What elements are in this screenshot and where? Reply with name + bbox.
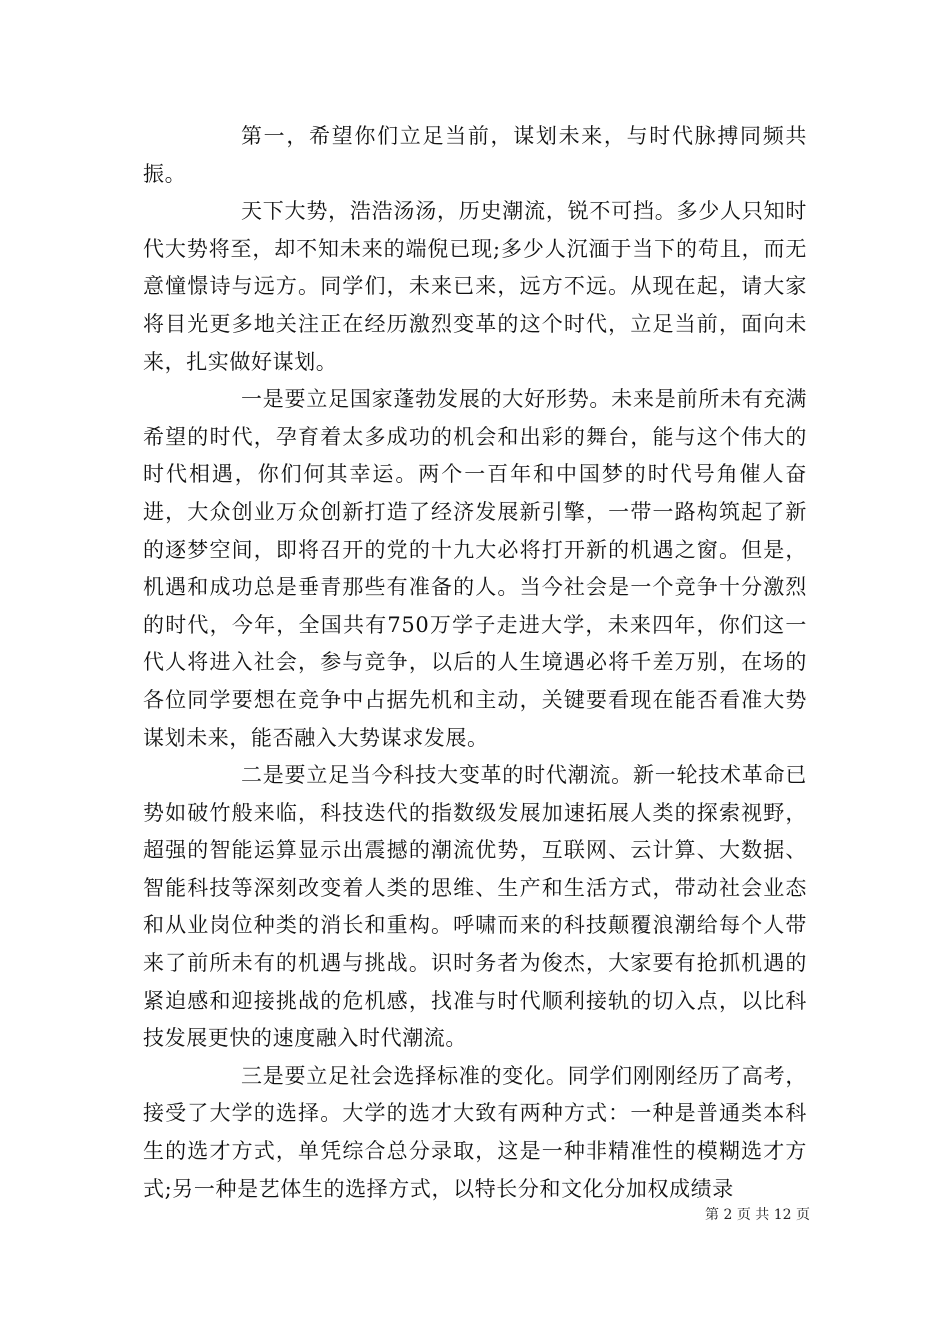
paragraph-2: 天下大势，浩浩汤汤，历史潮流，锐不可挡。多少人只知时代大势将至，却不知未来的端倪已现;多少人沉湎于当下的苟且，而无意憧憬诗与远方。同学们，未来已来，远方不远。从现在起，请大家将目光更多地关注正在经历激烈变革的这个时代，立足当前，面向未来，扎实做好谋划。 xyxy=(143,199,807,374)
paragraph-1: 第一，希望你们立足当前，谋划未来，与时代脉搏同频共振。 xyxy=(143,124,807,186)
paragraph-5: 三是要立足社会选择标准的变化。同学们刚刚经历了高考，接受了大学的选择。大学的选才大致有两种方式：一种是普通类本科生的选才方式，单凭综合总分录取，这是一种非精准性的模糊选才方式;另一种是艺体生的选择方式，以特长分和文化分加权成绩录 xyxy=(143,1063,807,1201)
page-number-footer: 第 2 页 共 12 页 xyxy=(705,1207,810,1223)
body-text xyxy=(143,118,807,1208)
paragraph-4: 二是要立足当今科技大变革的时代潮流。新一轮技术革命已势如破竹般来临，科技迭代的指数级发展加速拓展人类的探索视野，超强的智能运算显示出震撼的潮流优势，互联网、云计算、大数据、智能科技等深刻改变着人类的思维、生产和生活方式，带动社会业态和从业岗位种类的消长和重构。呼啸而来的科技颠覆浪潮给每个人带来了前所未有的机遇与挑战。识时务者为俊杰，大家要有抢抓机遇的紧迫感和迎接挑战的危机感，找准与时代顺利接轨的切入点，以比科技发展更快的速度融入时代潮流。 xyxy=(143,763,807,1051)
paragraph-3: 一是要立足国家蓬勃发展的大好形势。未来是前所未有充满希望的时代，孕育着太多成功的机会和出彩的舞台，能与这个伟大的时代相遇，你们何其幸运。两个一百年和中国梦的时代号角催人奋进，大众创业万众创新打造了经济发展新引擎，一带一路构筑起了新的逐梦空间，即将召开的党的十九大必将打开新的机遇之窗。但是，机遇和成功总是垂青那些有准备的人。当今社会是一个竞争十分激烈的时代，今年，全国共有750万学子走进大学，未来四年，你们这一代人将进入社会，参与竞争，以后的人生境遇必将千差万别，在场的各位同学要想在竞争中占据先机和主动，关键要看现在能否看准大势谋划未来，能否融入大势谋求发展。 xyxy=(143,387,807,750)
